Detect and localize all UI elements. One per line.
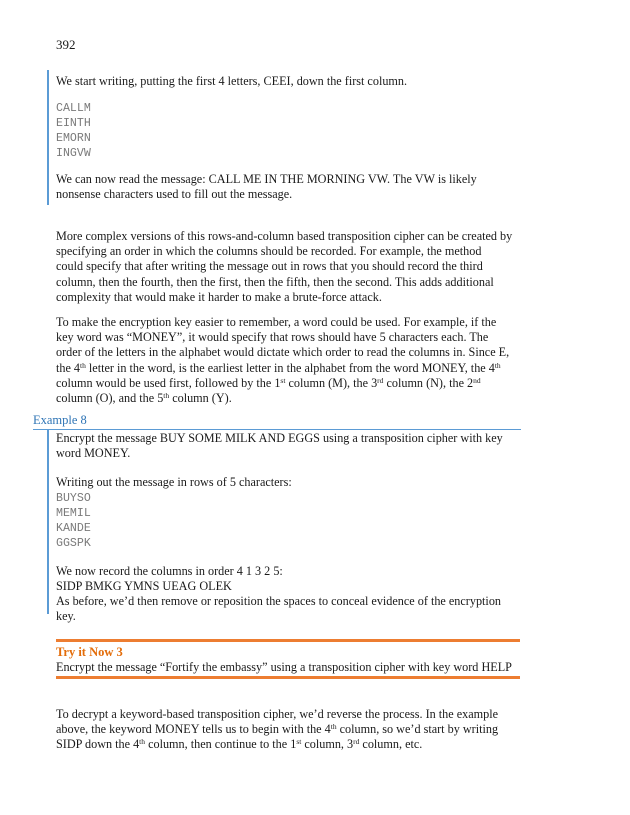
text-line: To decrypt a keyword-based transposition cipher, we’d reverse the process. In the example <box>56 707 498 721</box>
text-line: As before, we’d then remove or reposition the spaces to conceal evidence of the encryption <box>56 594 502 609</box>
grid-row: KANDE <box>56 521 91 535</box>
intro-line: We start writing, putting the first 4 letters, CEEI, down the first column. <box>56 74 408 88</box>
text-line: specifying an order in which the columns should be recorded. For example, the method <box>56 244 482 259</box>
text-line: column (O), and the 5th column (Y). <box>56 391 232 406</box>
grid-row: CALLM <box>56 102 91 115</box>
text-line: column would be used first, followed by the 1st column (M), the 3rd column (N), the 2nd <box>56 375 481 390</box>
paragraph-complex-versions <box>56 229 512 305</box>
text-line: key. <box>56 609 76 624</box>
example-rule <box>33 429 521 430</box>
text-line: above, the keyword MONEY tells us to begin with the 4th column, so we’d start by writing <box>56 722 499 737</box>
paragraph-key-word <box>56 315 509 406</box>
text-line: key word was “MONEY”, it would specify that rows should have 5 characters each. The <box>56 330 489 345</box>
example-body <box>56 431 503 624</box>
text-line: order of the letters in the alphabet would dictate which order to read the columns in. Since E, <box>56 345 510 360</box>
text-line: Encrypt the message BUY SOME MILK AND EGGS using a transposition cipher with key <box>56 431 503 445</box>
cipher-result: SIDP BMKG YMNS UEAG OLEK <box>56 578 232 593</box>
grid-row: EINTH <box>56 117 91 130</box>
grid-row: INGVW <box>56 147 91 160</box>
paragraph-decrypt <box>56 707 498 753</box>
text-line: the 4th letter in the word, is the earliest letter in the alphabet from the word MONEY, the 4th <box>56 360 501 375</box>
try-title: Try it Now 3 <box>56 645 123 659</box>
example-label: Example 8 <box>33 413 87 427</box>
read-line: nonsense characters used to fill out the message. <box>56 187 293 201</box>
grid-row: GGSPK <box>56 536 91 550</box>
try-top-rule <box>56 639 520 642</box>
text-line: To make the encryption key easier to remember, a word could be used. For example, if the <box>56 315 497 329</box>
text-line: complexity that would make it harder to make a brute-force attack. <box>56 289 382 304</box>
text-line: More complex versions of this rows-and-column based transposition cipher can be created by <box>56 229 513 243</box>
text-line: word MONEY. <box>56 446 131 461</box>
read-line: We can now read the message: CALL ME IN THE MORNING VW. The VW is likely <box>56 172 477 186</box>
text-line: SIDP down the 4th column, then continue to the 1st column, 3rd column, etc. <box>56 737 423 752</box>
page-number: 392 <box>56 37 76 52</box>
example-left-bar <box>47 429 49 614</box>
text-line: Writing out the message in rows of 5 characters: <box>56 475 292 490</box>
grid-row: EMORN <box>56 132 91 145</box>
text-line: could specify that after writing the message out in rows that you should record the third <box>56 259 483 274</box>
grid-row: BUYSO <box>56 491 91 505</box>
text-line: We now record the columns in order 4 1 3 2 5: <box>56 563 283 578</box>
grid-row: MEMIL <box>56 506 91 520</box>
text-line: column, then the fourth, then the first, then the fifth, then the second. This adds additional <box>56 274 494 289</box>
intro-grid <box>56 101 91 161</box>
try-text: Encrypt the message “Fortify the embassy” using a transposition cipher with key word HELP <box>56 660 512 674</box>
try-bottom-rule <box>56 676 520 679</box>
intro-left-bar <box>47 70 49 205</box>
